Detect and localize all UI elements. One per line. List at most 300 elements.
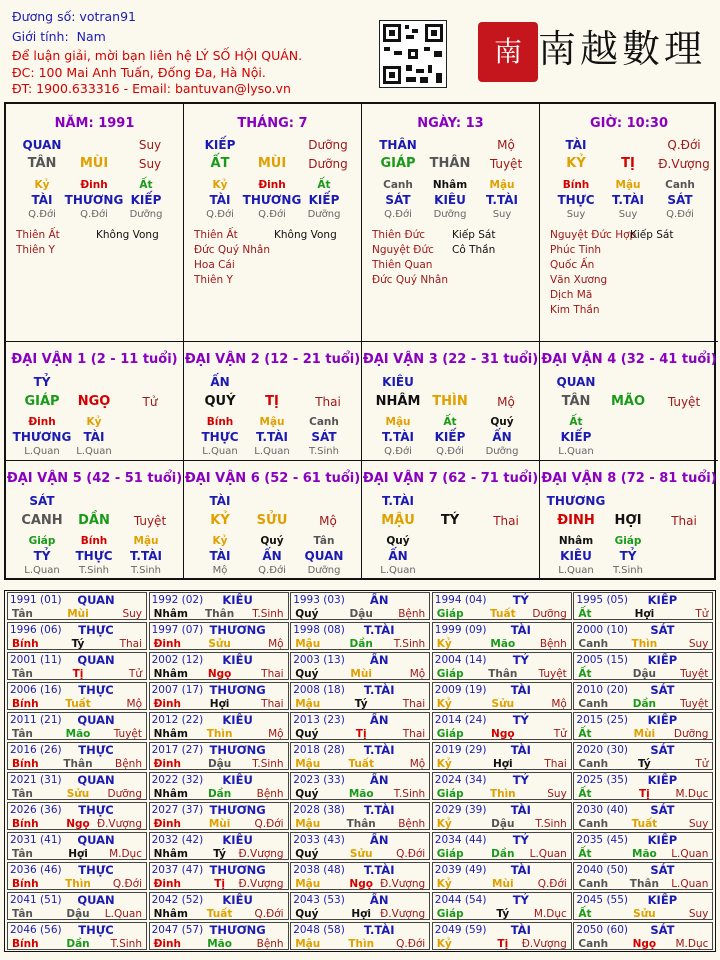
year-cell: [432, 622, 572, 650]
hidden-god: T.TÀI: [486, 193, 518, 207]
year-stem: Bính: [12, 878, 39, 890]
year-god: THƯƠNG: [209, 923, 266, 937]
star-right: Kiếp Sát: [452, 229, 496, 241]
year-branch: Sửu: [208, 638, 231, 650]
year-cell: [573, 802, 713, 830]
luck-stem: GIÁP: [24, 394, 60, 409]
year-branch: Ngọ: [207, 668, 232, 680]
year-label: 2005 (15): [576, 654, 629, 666]
year-god: THƯƠNG: [209, 743, 266, 757]
luck-branch: MÃO: [610, 394, 646, 409]
year-god: QUAN: [77, 593, 115, 607]
year-branch: Tị: [639, 788, 650, 800]
chart-grid: [4, 102, 716, 580]
year-branch: Ngọ: [349, 878, 373, 890]
year-label: 2045 (55): [576, 894, 629, 906]
hidden-state: Dưỡng: [307, 209, 341, 220]
year-state: Thai: [261, 668, 284, 680]
year-cell: [149, 652, 289, 680]
luck-god: QUAN: [556, 375, 596, 389]
year-god: THƯƠNG: [209, 623, 266, 637]
branch-state: Dưỡng: [308, 157, 348, 171]
hidden-god: THƯƠNG: [12, 430, 72, 444]
year-stem: Giáp: [436, 908, 464, 920]
year-branch: Ngọ: [491, 728, 515, 740]
year-god: TÀI: [510, 683, 531, 697]
hidden-stem: Giáp: [614, 535, 642, 547]
year-state: T.Sinh: [535, 818, 567, 830]
year-cell: [149, 862, 289, 890]
year-god: ẤN: [369, 593, 389, 607]
luck-period-4: [540, 342, 718, 461]
year-state: Thai: [261, 698, 284, 710]
luck-god: TỶ: [33, 375, 51, 389]
year-state: Dưỡng: [532, 608, 567, 620]
contact-address: ĐC: 100 Mai Anh Tuấn, Đống Đa, Hà Nội.: [12, 65, 266, 80]
year-stem: Canh: [578, 758, 609, 770]
year-stem: Giáp: [436, 848, 464, 860]
year-state: Q.Đới: [396, 848, 426, 860]
year-state: Suy: [688, 818, 709, 830]
year-god: THỰC: [78, 803, 114, 817]
year-god: ẤN: [369, 653, 389, 667]
stem-state: Mộ: [497, 138, 515, 152]
year-label: 1999 (09): [434, 624, 487, 636]
branch-state: Suy: [138, 157, 162, 171]
hidden-god: KIẾP: [308, 193, 340, 207]
year-stem: Canh: [578, 818, 609, 830]
luck-title: ĐẠI VẬN 5 (42 - 51 tuổi): [6, 471, 183, 486]
hidden-state: Q.Đới: [384, 209, 412, 220]
year-stem: Bính: [12, 698, 39, 710]
year-branch: Tuất: [490, 608, 516, 620]
luck-branch: NGỌ: [77, 394, 111, 409]
luck-state: Tuyệt: [133, 514, 167, 528]
year-cell: [290, 832, 430, 860]
year-cell: [149, 892, 289, 920]
year-cell: [432, 892, 572, 920]
year-god: TÀI: [510, 743, 531, 757]
heavenly-stem: KỶ: [566, 156, 586, 171]
year-label: 2010 (20): [576, 684, 629, 696]
hidden-stem: Mậu: [385, 416, 411, 428]
hidden-state: Q.Đới: [258, 565, 286, 576]
year-cell: [7, 802, 147, 830]
star-left: Thiên Ất: [16, 229, 60, 241]
year-stem: Giáp: [436, 788, 464, 800]
year-state: Đ.Vượng: [380, 878, 426, 890]
year-cell: [290, 742, 430, 770]
hidden-god: THƯƠNG: [242, 193, 302, 207]
brand-logo: [478, 12, 708, 82]
year-label: 1997 (07): [151, 624, 204, 636]
year-stem: Quý: [295, 908, 319, 920]
star-left: Văn Xương: [550, 274, 608, 286]
star-left: Thiên Y: [194, 274, 233, 286]
year-god: TÀI: [510, 923, 531, 937]
year-stem: Tân: [12, 728, 33, 740]
year-branch: Tị: [497, 938, 509, 950]
luck-title: ĐẠI VẬN 1 (2 - 11 tuổi): [11, 352, 178, 367]
year-god: KIẾP: [647, 833, 678, 847]
year-stem: Bính: [12, 938, 39, 950]
luck-god: T.TÀI: [382, 494, 414, 508]
year-label: 2037 (47): [151, 864, 204, 876]
year-god: TÀI: [510, 803, 531, 817]
year-state: Đ.Vượng: [238, 878, 284, 890]
earthly-branch: MÙI: [257, 156, 287, 171]
branch-state: Tuyệt: [489, 157, 523, 171]
year-branch: Sửu: [349, 848, 373, 860]
year-state: Q.Đới: [254, 908, 284, 920]
year-stem: Nhâm: [153, 848, 188, 860]
brand-title: 南越數理: [538, 27, 707, 71]
hidden-stem: Canh: [383, 179, 413, 191]
year-god: SÁT: [650, 683, 675, 697]
year-stem: Nhâm: [153, 668, 188, 680]
hidden-state: Q.Đới: [258, 209, 286, 220]
year-god: SÁT: [650, 863, 675, 877]
contact-intro: Để luận giải, mời bạn liên hệ LÝ SỐ HỘI QUÁN.: [12, 48, 303, 63]
luck-god: KIÊU: [382, 375, 414, 389]
luck-branch: HỢI: [614, 513, 642, 528]
pillar-3: [362, 104, 540, 342]
year-branch: Dậu: [207, 758, 232, 770]
year-stem: Tân: [12, 788, 33, 800]
year-label: 2000 (10): [576, 624, 629, 636]
year-branch: Tý: [496, 908, 510, 920]
hidden-state: L.Quan: [380, 565, 416, 576]
stem-god: KIẾP: [204, 138, 236, 152]
header: [0, 0, 720, 102]
year-label: 2043 (53): [293, 894, 345, 906]
year-cell: [432, 742, 572, 770]
hidden-god: KIẾP: [130, 193, 162, 207]
year-stem: Mậu: [295, 878, 321, 890]
hidden-god: KIÊU: [560, 549, 592, 563]
year-stem: Kỷ: [436, 758, 452, 770]
pillar-title: NGÀY: 13: [417, 116, 484, 131]
pillar-title: GIỜ: 10:30: [590, 116, 668, 131]
earthly-branch: TỊ: [621, 156, 635, 171]
year-stem: Canh: [578, 638, 609, 650]
year-god: TỶ: [512, 773, 529, 787]
year-branch: Tuất: [206, 908, 233, 920]
hidden-state: Suy: [566, 209, 586, 220]
year-branch: Mùi: [633, 728, 656, 740]
year-branch: Tý: [638, 758, 651, 770]
year-god: THỰC: [78, 923, 114, 937]
year-stem: Mậu: [295, 938, 321, 950]
star-left: Thiên Đức: [372, 229, 426, 241]
year-cell: [573, 622, 713, 650]
year-label: 1993 (03): [293, 594, 345, 606]
year-state: Đ.Vượng: [521, 938, 567, 950]
year-cell: [573, 592, 713, 620]
year-state: M.Dục: [533, 908, 567, 920]
year-label: 2035 (45): [576, 834, 629, 846]
year-stem: Giáp: [436, 668, 464, 680]
year-branch: Mùi: [67, 608, 89, 620]
year-god: ẤN: [369, 773, 389, 787]
year-stem: Quý: [295, 848, 319, 860]
year-state: Thai: [402, 728, 426, 740]
year-god: KIẾP: [647, 773, 678, 787]
hidden-stem: Ất: [569, 416, 583, 428]
year-label: 2011 (21): [10, 714, 62, 726]
year-label: 2014 (24): [434, 714, 487, 726]
year-stem: Nhâm: [153, 908, 188, 920]
hidden-state: L.Quan: [558, 565, 594, 576]
hidden-stem: Đinh: [28, 416, 56, 428]
year-branch: Tuất: [348, 758, 374, 770]
luck-branch: DẦN: [78, 513, 110, 528]
hidden-state: Dưỡng: [307, 565, 341, 576]
luck-title: ĐẠI VẬN 2 (12 - 21 tuổi): [184, 352, 361, 367]
year-stem: Bính: [12, 818, 39, 830]
star-left: Dịch Mã: [550, 289, 593, 301]
luck-state: Tử: [142, 395, 158, 409]
year-god: KIẾP: [647, 593, 678, 607]
star-right: Cô Thần: [452, 244, 496, 256]
hidden-god: T.TÀI: [382, 430, 414, 444]
year-cell: [149, 682, 289, 710]
year-cell: [573, 742, 713, 770]
year-cell: [432, 772, 572, 800]
year-stem: Mậu: [295, 758, 321, 770]
star-left: Quốc Ấn: [550, 259, 595, 271]
year-branch: Thìn: [489, 788, 516, 800]
year-label: 2025 (35): [576, 774, 629, 786]
year-branch: Tị: [72, 668, 84, 680]
hidden-state: Q.Đới: [384, 446, 412, 457]
year-cell: [7, 622, 147, 650]
year-state: Mộ: [551, 698, 567, 710]
year-god: THỰC: [78, 623, 114, 637]
year-cell: [573, 862, 713, 890]
hidden-stem: Ất: [139, 179, 153, 191]
year-state: Tử: [128, 668, 142, 680]
year-branch: Ngọ: [632, 938, 657, 950]
hidden-god: TỶ: [619, 549, 637, 563]
luck-state: Mộ: [319, 514, 337, 528]
year-stem: Quý: [295, 728, 319, 740]
year-branch: Sửu: [633, 908, 656, 920]
luck-period-8: [540, 461, 718, 580]
year-branch: Thân: [629, 878, 659, 890]
year-god: QUAN: [77, 653, 115, 667]
year-cell: [290, 622, 430, 650]
hidden-stem: Nhâm: [432, 179, 468, 191]
year-label: 2042 (52): [151, 894, 204, 906]
year-label: 2017 (27): [151, 744, 204, 756]
hidden-god: ẤN: [492, 430, 512, 444]
year-cell: [432, 712, 572, 740]
star-left: Đức Quý Nhân: [194, 244, 270, 256]
year-state: L.Quan: [671, 848, 709, 860]
hidden-god: KIẾP: [434, 430, 466, 444]
year-god: QUAN: [77, 893, 115, 907]
year-cell: [7, 592, 147, 620]
qr-code-icon: [379, 20, 447, 88]
year-branch: Dần: [491, 848, 515, 860]
hidden-state: L.Quan: [76, 446, 112, 457]
year-cell: [149, 712, 289, 740]
year-branch: Tý: [213, 848, 226, 860]
year-label: 2018 (28): [293, 744, 345, 756]
luck-branch: TÝ: [440, 513, 460, 528]
year-cell: [290, 682, 430, 710]
year-cell: [149, 772, 289, 800]
year-state: Q.Đới: [537, 878, 567, 890]
hidden-stem: Bính: [80, 535, 108, 547]
year-stem: Giáp: [436, 728, 464, 740]
hidden-stem: Canh: [665, 179, 695, 191]
hidden-god: SÁT: [311, 430, 337, 444]
year-branch: Hợi: [209, 698, 230, 710]
year-cell: [149, 742, 289, 770]
year-label: 2002 (12): [151, 654, 204, 666]
hidden-stem: Kỷ: [212, 179, 228, 191]
year-god: T.TÀI: [363, 743, 395, 757]
gender-label: Giới tính:: [12, 29, 69, 44]
hidden-stem: Quý: [260, 535, 284, 547]
year-cell: [573, 922, 713, 950]
year-label: 2029 (39): [434, 804, 487, 816]
year-branch: Hợi: [492, 758, 513, 770]
hidden-stem: Mậu: [133, 535, 159, 547]
year-state: L.Quan: [671, 878, 709, 890]
luck-stem: ĐINH: [557, 513, 595, 528]
luck-branch: SỬU: [256, 513, 288, 528]
year-branch: Tuất: [65, 698, 91, 710]
year-god: THỰC: [78, 743, 114, 757]
year-state: Mộ: [126, 698, 142, 710]
seal-stamp: 南: [478, 22, 538, 82]
year-label: 2033 (43): [293, 834, 345, 846]
year-stem: Kỷ: [436, 638, 452, 650]
year-cell: [573, 832, 713, 860]
year-label: 2009 (19): [434, 684, 487, 696]
year-cell: [149, 832, 289, 860]
year-state: Đ.Vượng: [380, 908, 426, 920]
hidden-god: TÀI: [83, 430, 105, 444]
year-stem: Quý: [295, 788, 319, 800]
year-god: T.TÀI: [363, 923, 395, 937]
hidden-state: L.Quan: [558, 446, 594, 457]
hidden-stem: Đinh: [80, 179, 108, 191]
year-cell: [573, 772, 713, 800]
year-god: SÁT: [650, 743, 675, 757]
year-label: 2039 (49): [434, 864, 487, 876]
year-label: 2004 (14): [434, 654, 487, 666]
year-cell: [290, 862, 430, 890]
year-branch: Mùi: [350, 668, 372, 680]
hidden-stem: Kỷ: [34, 179, 50, 191]
year-god: SÁT: [650, 623, 675, 637]
year-state: Suy: [688, 908, 709, 920]
year-cell: [7, 652, 147, 680]
luck-period-6: [184, 461, 362, 580]
hidden-state: Q.Đới: [436, 446, 464, 457]
year-stem: Tân: [12, 668, 33, 680]
year-cell: [7, 742, 147, 770]
year-state: Mộ: [268, 638, 284, 650]
star-left: Kim Thần: [550, 304, 600, 316]
year-state: T.Sinh: [252, 758, 284, 770]
heavenly-stem: TÂN: [27, 156, 57, 171]
year-god: KIẾP: [647, 893, 678, 907]
stem-god: THÂN: [379, 138, 417, 152]
year-state: L.Quan: [104, 908, 142, 920]
year-label: 2012 (22): [151, 714, 204, 726]
year-label: 1996 (06): [10, 624, 62, 636]
year-stem: Bính: [12, 638, 39, 650]
year-branch: Mão: [632, 848, 657, 860]
year-branch: Dậu: [349, 608, 373, 620]
luck-stem: MẬU: [381, 513, 415, 528]
hidden-stem: Kỷ: [212, 535, 228, 547]
pillar-2: [184, 104, 362, 342]
year-god: KIẾP: [647, 653, 678, 667]
year-label: 2049 (59): [434, 924, 487, 936]
stem-god: TÀI: [565, 138, 587, 152]
year-state: Dưỡng: [673, 728, 709, 740]
hidden-state: T.Sinh: [613, 565, 643, 576]
year-stem: Đinh: [153, 698, 181, 710]
hidden-state: Dưỡng: [433, 209, 467, 220]
luck-stem: NHÂM: [375, 394, 421, 409]
year-cell: [432, 832, 572, 860]
year-branch: Thân: [346, 818, 376, 830]
year-god: T.TÀI: [363, 803, 395, 817]
hidden-god: SÁT: [385, 193, 411, 207]
year-stem: Tân: [12, 848, 33, 860]
luck-god: THƯƠNG: [546, 494, 606, 508]
year-stem: Kỷ: [436, 938, 452, 950]
star-left: Phúc Tinh: [550, 244, 602, 256]
hidden-god: T.TÀI: [130, 549, 162, 563]
year-stem: Kỷ: [436, 878, 452, 890]
year-god: T.TÀI: [363, 863, 395, 877]
hidden-stem: Đinh: [258, 179, 286, 191]
hidden-state: Mộ: [212, 565, 228, 576]
year-label: 2036 (46): [10, 864, 62, 876]
year-stem: Canh: [578, 938, 609, 950]
year-cell: [7, 862, 147, 890]
year-label: 1998 (08): [293, 624, 345, 636]
hidden-god: SÁT: [667, 193, 693, 207]
year-cell: [149, 592, 289, 620]
year-state: Mộ: [409, 758, 426, 770]
year-branch: Dần: [349, 638, 373, 650]
contact-phone-email: ĐT: 1900.633316 - Email: bantuvan@lyso.vn: [12, 81, 291, 96]
year-cell: [432, 592, 572, 620]
year-god: KIÊU: [222, 713, 253, 727]
year-stem: Nhâm: [153, 728, 188, 740]
luck-god: SÁT: [29, 494, 55, 508]
hidden-god: THƯƠNG: [64, 193, 124, 207]
hidden-state: Dưỡng: [485, 446, 519, 457]
year-cell: [573, 652, 713, 680]
year-stem: Ất: [578, 908, 592, 920]
luck-stem: QUÝ: [204, 394, 236, 409]
year-god: T.TÀI: [363, 623, 395, 637]
year-branch: Tuất: [631, 818, 658, 830]
year-cell: [432, 862, 572, 890]
year-cell: [149, 622, 289, 650]
year-god: TỶ: [512, 833, 529, 847]
